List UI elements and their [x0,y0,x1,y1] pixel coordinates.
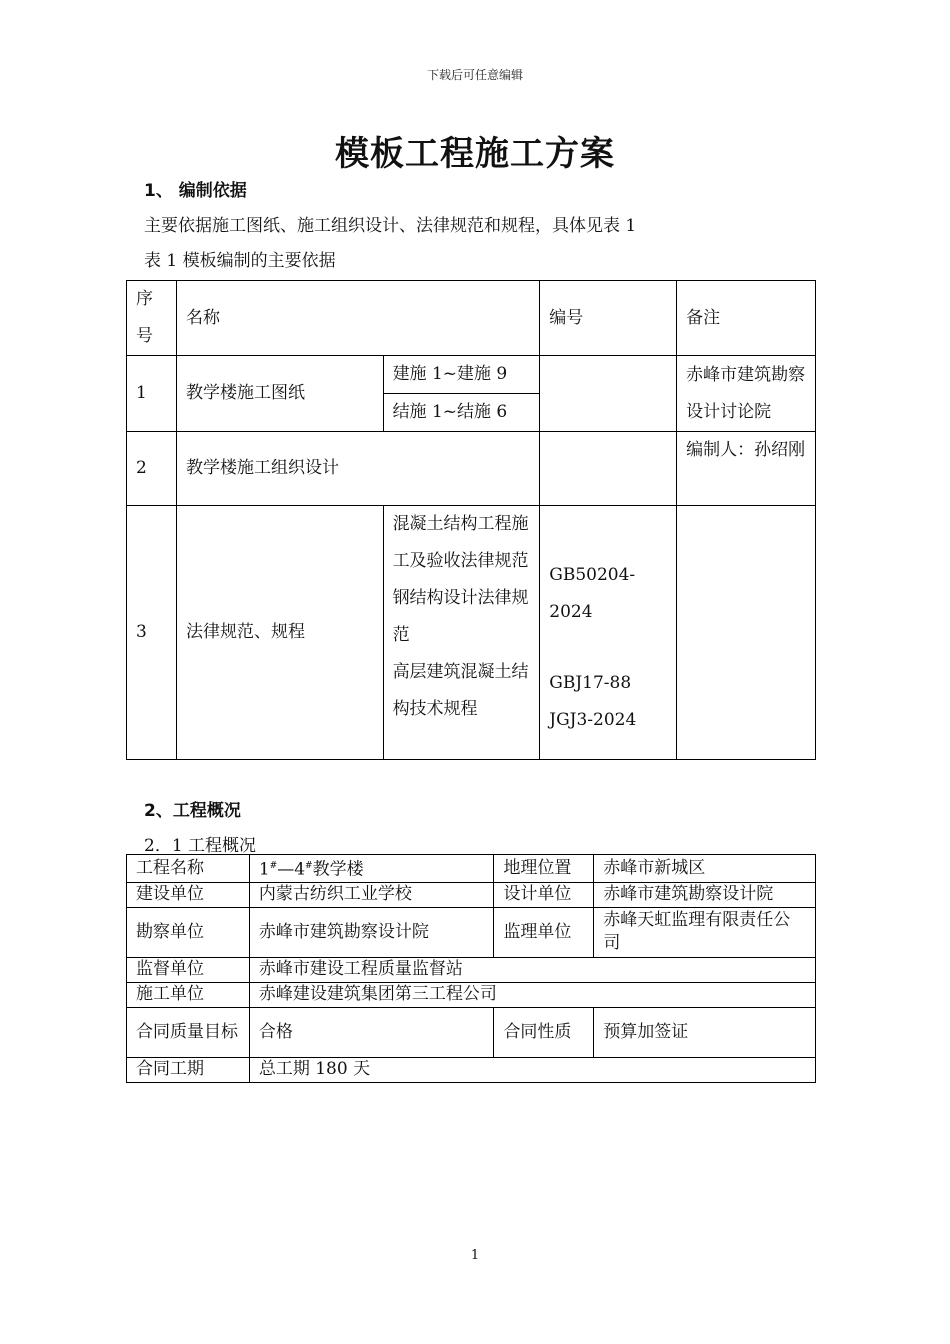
table-row [127,982,816,1007]
row3-code-3: JGJ3-2024 [549,710,637,730]
row2-remark: 编制人：孙绍刚 [677,432,816,506]
nature-value: 预算加签证 [594,1007,816,1057]
contractor-label: 施工单位 [127,982,250,1007]
basis-table [126,280,816,760]
row3-standards [383,506,540,760]
inspection-label: 监督单位 [127,957,250,982]
document-title: 模板工程施工方案 [335,134,615,174]
survey-value: 赤峰市建筑勘察设计院 [249,907,494,957]
project-name-mark-b: # [305,861,313,871]
project-name-rest: 教学楼 [312,859,364,880]
row3-codes [540,506,677,760]
row3-standard-3: 高层建筑混凝土结构技术规程 [392,662,529,719]
table-row [127,1057,816,1082]
section2-heading: 2、工程概况 [144,801,241,821]
designer-label: 设计单位 [494,882,594,907]
row3-code-spacer [549,631,667,665]
table-row [127,356,816,394]
survey-label: 勘察单位 [127,907,250,957]
builder-label: 建设单位 [127,882,250,907]
row3-standard-1: 混凝土结构工程施工及验收法律规范 [392,514,529,571]
duration-value: 总工期 180 天 [249,1057,815,1082]
project-name-mark-a: # [269,861,278,871]
supervisor-value: 赤峰天虹监理有限责任公司 [594,907,816,957]
table-row [127,907,816,957]
quality-label: 合同质量目标 [127,1007,250,1057]
quality-value: 合格 [249,1007,494,1057]
col-header-code: 编号 [540,281,677,356]
section1-intro: 主要依据施工图纸、施工组织设计、法律规范和规程，具体见表 1 [144,216,637,236]
table-row [127,957,816,982]
row1-no: 1 [127,356,177,432]
row3-code-2: GBJ17-88 [549,673,632,693]
header-note: 下载后可任意编辑 [426,68,523,82]
col-header-remark: 备注 [677,281,816,356]
table-row [127,432,816,506]
section1-heading: 1、 编制依据 [144,181,247,201]
location-label: 地理位置 [494,855,594,883]
project-name-part-b: 4 [294,859,306,880]
project-name-dash: — [277,859,295,880]
inspection-value: 赤峰市建设工程质量监督站 [249,957,815,982]
project-name-value [249,855,494,883]
row3-code-1: GB50204-2024 [549,565,636,622]
table-row [127,1007,816,1057]
row1-sub1: 建施 1~建施 9 [383,356,540,394]
section2-subheading: 2．1 工程概况 [144,836,257,856]
row1-sub2: 结施 1~结施 6 [383,394,540,432]
row2-code [540,432,677,506]
row3-no: 3 [127,506,177,760]
col-header-no: 序号 [127,281,177,356]
table-row [127,882,816,907]
table-row [127,506,816,760]
project-name-label: 工程名称 [127,855,250,883]
nature-label: 合同性质 [494,1007,594,1057]
table-row [127,855,816,883]
row1-remark: 赤峰市建筑勘察设计讨论院 [677,356,816,432]
project-overview-table [126,854,816,1083]
row2-name: 教学楼施工组织设计 [176,432,539,506]
duration-label: 合同工期 [127,1057,250,1082]
row2-no: 2 [127,432,177,506]
page-number: 1 [470,1248,480,1263]
project-name-part-a: 1 [258,859,270,880]
row1-code [540,356,677,432]
col-header-name: 名称 [176,281,539,356]
table1-caption: 表 1 模板编制的主要依据 [144,251,336,271]
location-value: 赤峰市新城区 [594,855,816,883]
designer-value: 赤峰市建筑勘察设计院 [594,882,816,907]
row3-remark [677,506,816,760]
contractor-value: 赤峰建设建筑集团第三工程公司 [249,982,815,1007]
supervisor-label: 监理单位 [494,907,594,957]
table-header-row [127,281,816,356]
row1-name: 教学楼施工图纸 [176,356,383,432]
row3-name: 法律规范、规程 [176,506,383,760]
builder-value: 内蒙古纺织工业学校 [249,882,494,907]
row3-standard-2: 钢结构设计法律规范 [392,588,529,645]
